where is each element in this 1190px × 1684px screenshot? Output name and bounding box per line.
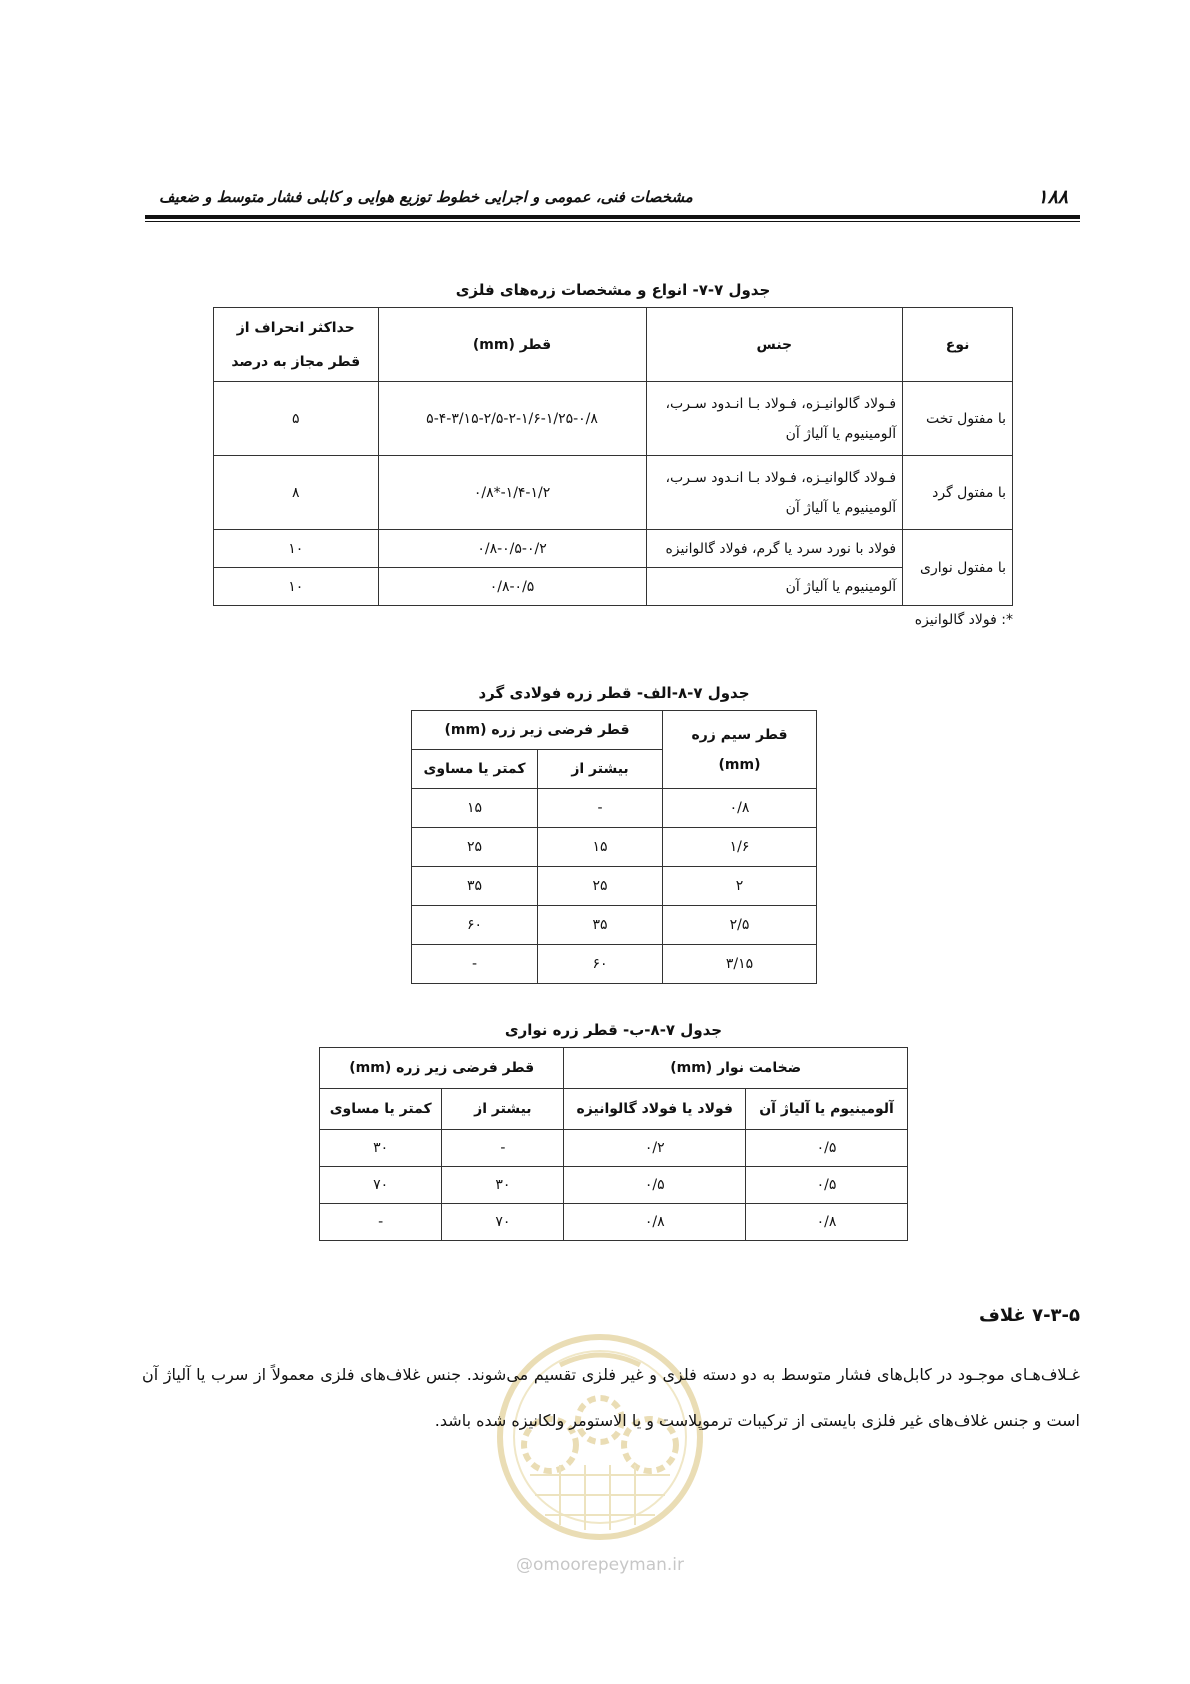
cell-more: ۷۰ [442, 1204, 564, 1241]
cell-steel: ۰/۸ [564, 1204, 746, 1241]
cell-less: ۳۵ [412, 867, 538, 906]
cell-material: فولاد با نورد سرد یا گرم، فولاد گالوانیزه [646, 530, 903, 568]
cell-aluminium: ۰/۵ [746, 1130, 908, 1167]
page-number: ۱۸۸ [1037, 186, 1068, 208]
table3-caption: جدول ۷-۸-ب- قطر زره نواری [504, 1021, 723, 1039]
cell-less: - [412, 945, 538, 984]
cell-wire: ۲/۵ [662, 906, 816, 945]
cell-type: با مفتول گرد [903, 456, 1013, 530]
table-round-armour [411, 710, 817, 984]
header-max-deviation-line2: قطر مجاز به درصد [231, 353, 361, 370]
cell-deviation: ۱۰ [214, 530, 379, 568]
cell-wire: ۰/۸ [662, 789, 816, 828]
table1-caption: جدول ۷-۷- انواع و مشخصات زره‌های فلزی [455, 281, 771, 299]
cell-more: - [538, 789, 663, 828]
header-less-equal: کمتر یا مساوی [320, 1089, 442, 1130]
cell-deviation: ۵ [214, 382, 379, 456]
table-armour-types [213, 307, 1013, 606]
header-more-than: بیشتر از [442, 1089, 564, 1130]
header-less-equal: کمتر یا مساوی [412, 750, 538, 789]
header-max-deviation [214, 308, 379, 382]
header-wire-unit: (mm) [718, 756, 761, 773]
cell-more: ۶۰ [538, 945, 663, 984]
cell-less: ۳۰ [320, 1130, 442, 1167]
table-row [412, 906, 817, 945]
table-row [214, 456, 1013, 530]
table-row [214, 568, 1013, 606]
cell-aluminium: ۰/۵ [746, 1167, 908, 1204]
cell-less: ۷۰ [320, 1167, 442, 1204]
cell-less: ۱۵ [412, 789, 538, 828]
cell-type: با مفتول تخت [903, 382, 1013, 456]
header-wire-diameter [662, 711, 816, 789]
cell-more: ۱۵ [538, 828, 663, 867]
cell-material-line1: فـولاد گالوانیـزه، فـولاد بـا انـدود سـرب، [665, 469, 897, 486]
cell-deviation: ۸ [214, 456, 379, 530]
header-diameter: قطر (mm) [378, 308, 646, 382]
cell-more: ۳۰ [442, 1167, 564, 1204]
page-header [145, 180, 1080, 220]
header-material: جنس [646, 308, 903, 382]
cell-material: آلومینیوم یا آلیاژ آن [646, 568, 903, 606]
table2-caption: جدول ۷-۸-الف- قطر زره فولادی گرد [478, 684, 750, 702]
cell-steel: ۰/۵ [564, 1167, 746, 1204]
cell-material-line2: آلومینیوم یا آلیاژ آن [785, 425, 897, 442]
table-row [412, 828, 817, 867]
header-more-than: بیشتر از [538, 750, 663, 789]
cell-diameter: ۰/۸-۰/۵-۰/۲ [378, 530, 646, 568]
cell-material [646, 456, 903, 530]
watermark-url: @omoorepeyman.ir [515, 1555, 685, 1575]
header-rule-thin [145, 221, 1080, 222]
header-max-deviation-line1: حداکثر انحراف از [236, 319, 355, 336]
table1-footnote: *: فولاد گالوانیزه [914, 612, 1013, 628]
table-row [412, 867, 817, 906]
header-nominal-diameter: قطر فرضی زیر زره (mm) [320, 1048, 564, 1089]
section-heading: ۷-۳-۵ غلاف [978, 1305, 1080, 1326]
cell-type: با مفتول نواری [903, 530, 1013, 606]
cell-more: ۳۵ [538, 906, 663, 945]
header-type: نوع [903, 308, 1013, 382]
cell-less: - [320, 1204, 442, 1241]
table-row [320, 1130, 908, 1167]
table-row [214, 530, 1013, 568]
table-row [412, 945, 817, 984]
header-aluminium: آلومینیوم یا آلیاژ آن [746, 1089, 908, 1130]
cell-aluminium: ۰/۸ [746, 1204, 908, 1241]
cell-wire: ۱/۶ [662, 828, 816, 867]
cell-material-line1: فـولاد گالوانیـزه، فـولاد بـا انـدود سـرب، [665, 395, 897, 412]
header-wire-diameter-label: قطر سیم زره [691, 726, 788, 743]
cell-less: ۲۵ [412, 828, 538, 867]
cell-more: - [442, 1130, 564, 1167]
cell-more: ۲۵ [538, 867, 663, 906]
cell-diameter: ۱/۴-۱/۲-*۰/۸ [378, 456, 646, 530]
header-steel: فولاد یا فولاد گالوانیزه [564, 1089, 746, 1130]
cell-steel: ۰/۲ [564, 1130, 746, 1167]
cell-material-line2: آلومینیوم یا آلیاژ آن [785, 499, 897, 516]
table-row [320, 1167, 908, 1204]
table-row [412, 789, 817, 828]
section-paragraph: غـلاف‌هـای موجـود در کابل‌های فشار متوسط به دو دسته فلزی و غیر فلزی تقسیم می‌شوند. جنس غلاف‌های فلزی معمولاً از سرب یا آلیاژ آن است و جنس غلاف‌های غیر فلزی بایستی از ترکیبات ترموپلاست و یا الاستومر ولکانیزه شده باشد. [142, 1365, 1080, 1430]
table-row [214, 382, 1013, 456]
running-title: مشخصات فنی، عمومی و اجرایی خطوط توزیع هوایی و کابلی فشار متوسط و ضعیف [159, 188, 693, 206]
cell-wire: ۳/۱۵ [662, 945, 816, 984]
cell-material [646, 382, 903, 456]
header-rule [145, 215, 1080, 219]
cell-deviation: ۱۰ [214, 568, 379, 606]
header-tape-thickness: ضخامت نوار (mm) [564, 1048, 908, 1089]
cell-wire: ۲ [662, 867, 816, 906]
table-row [320, 1204, 908, 1241]
cell-diameter: ۵-۴-۳/۱۵-۲/۵-۲-۱/۶-۱/۲۵-۰/۸ [378, 382, 646, 456]
cell-diameter: ۰/۸-۰/۵ [378, 568, 646, 606]
cell-less: ۶۰ [412, 906, 538, 945]
table-tape-armour [319, 1047, 908, 1241]
header-nominal-diameter: قطر فرضی زیر زره (mm) [412, 711, 663, 750]
